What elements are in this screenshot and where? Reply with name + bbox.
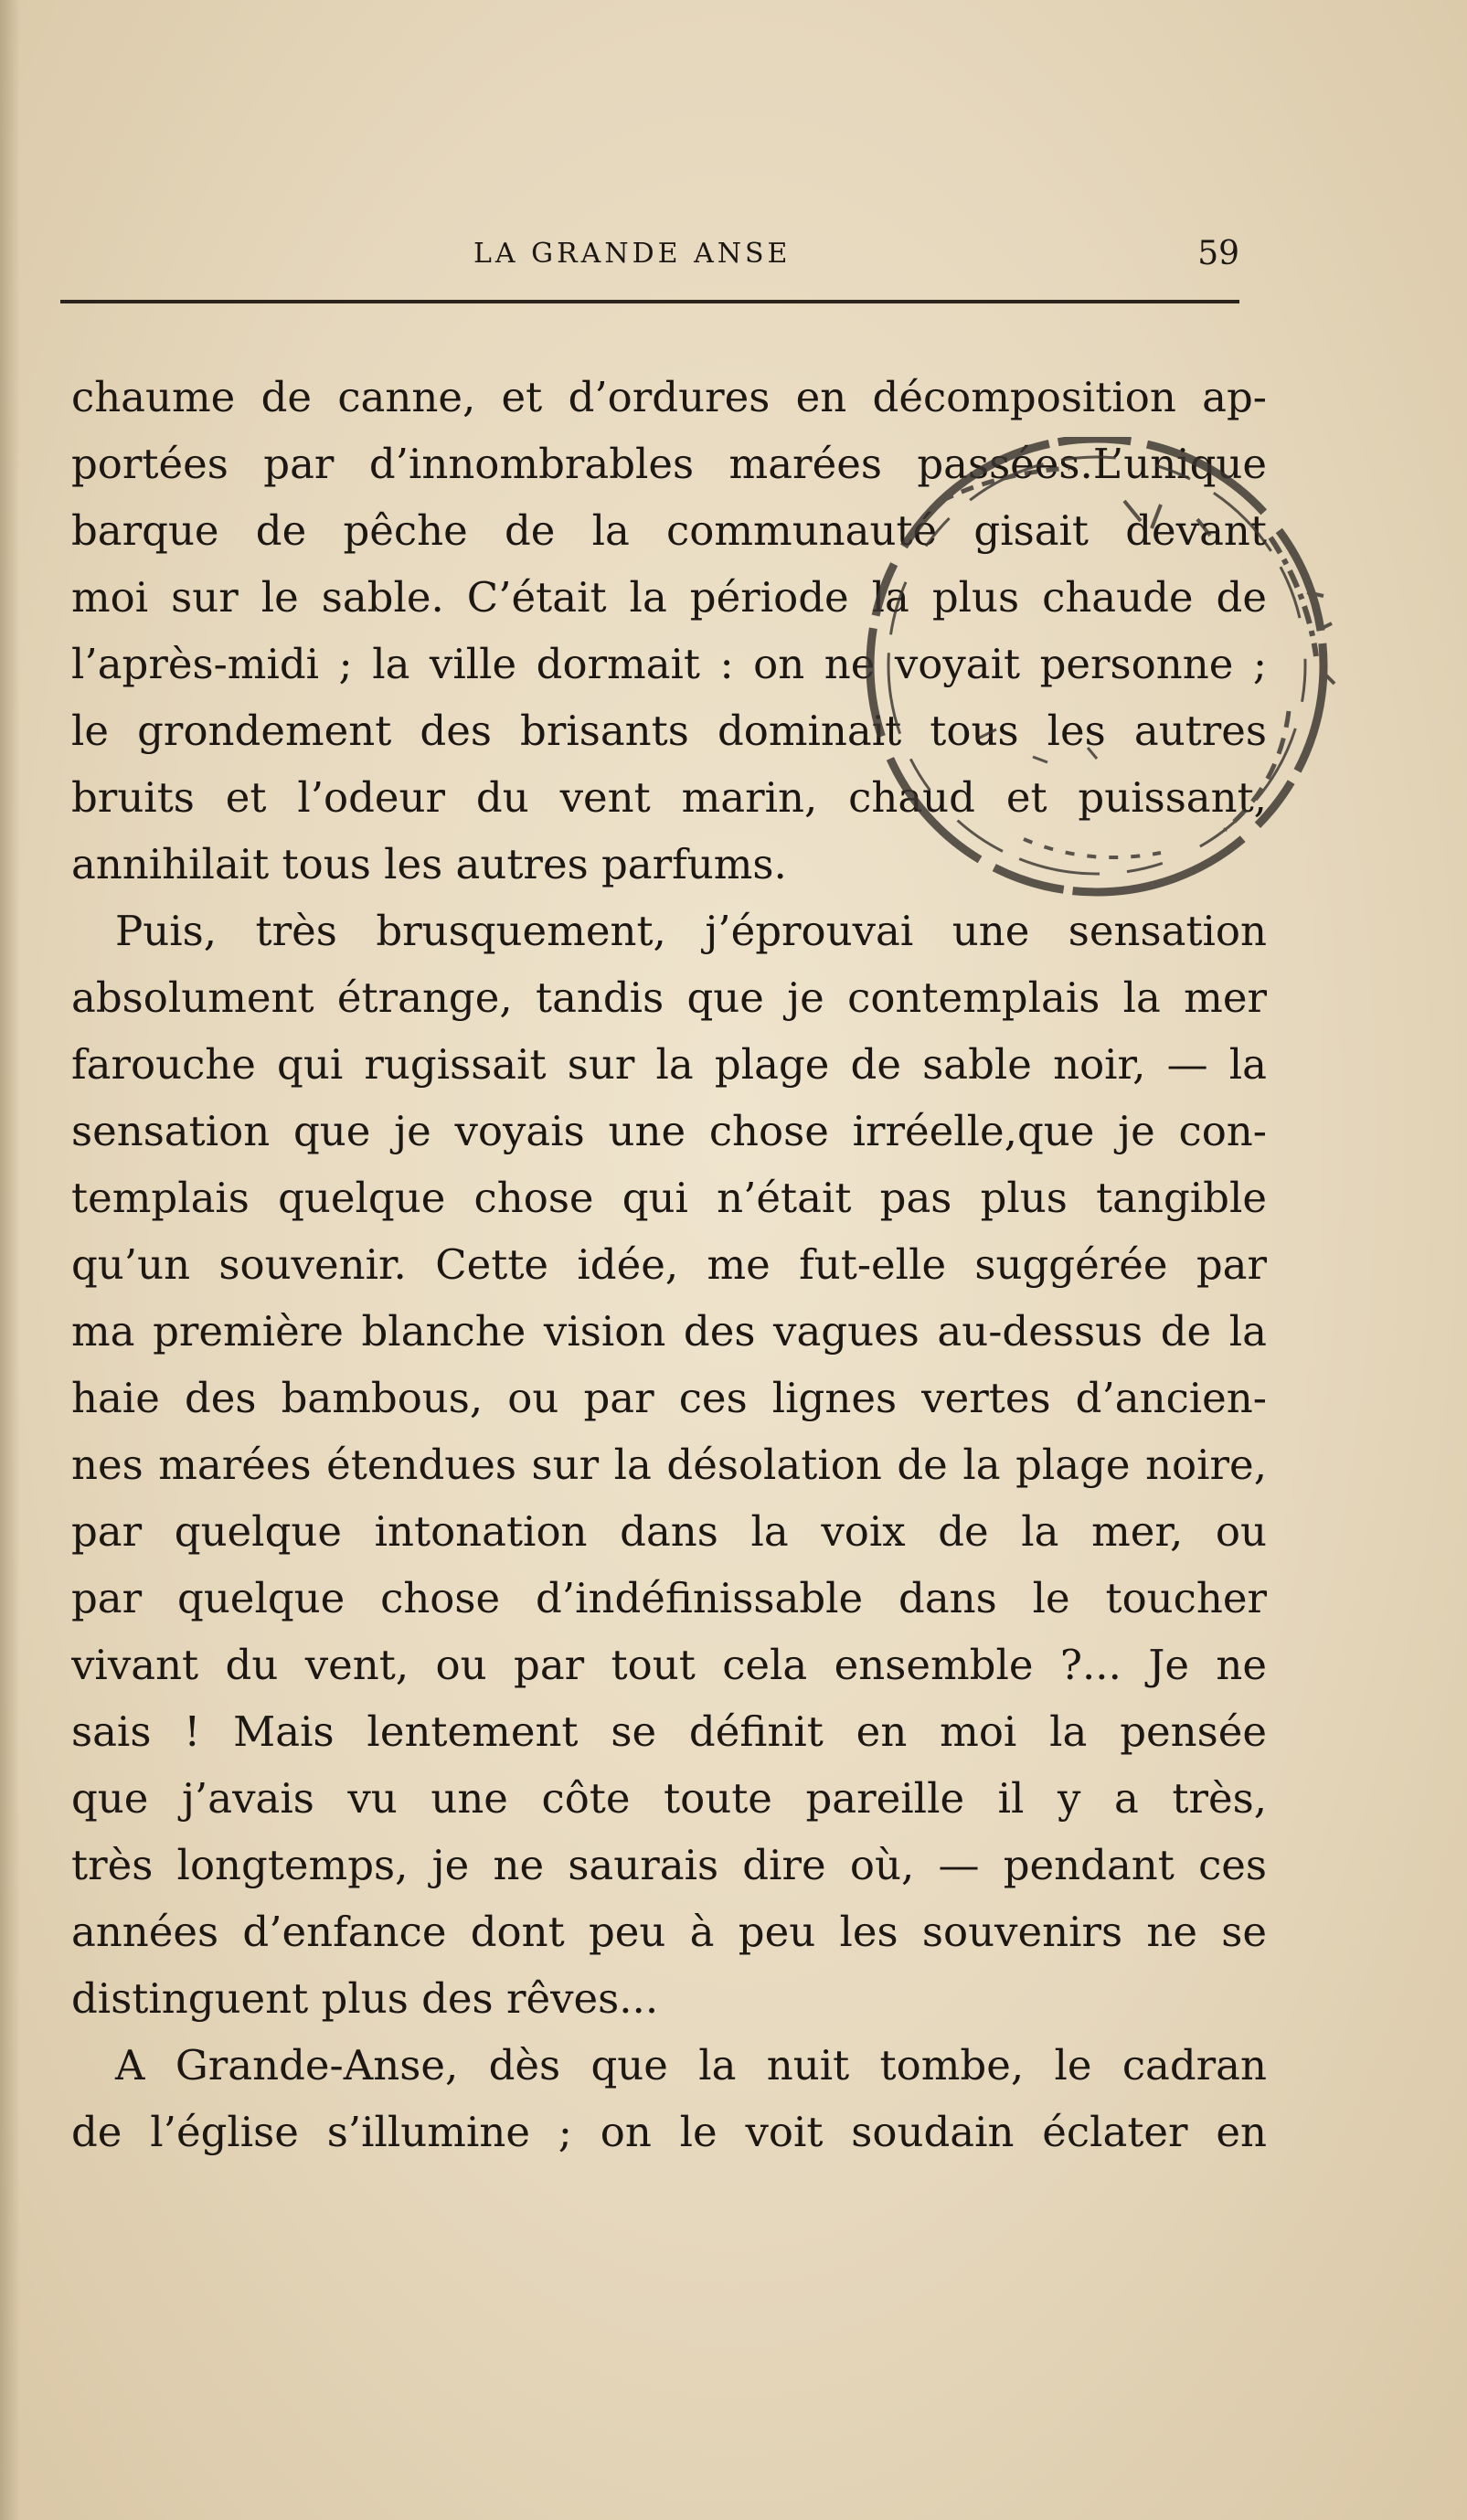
text-line: barque de pêche de la communauté gisait devant [71,506,1267,555]
running-head [60,236,1239,272]
text-line: farouche qui rugissait sur la plage de sable noir, — la [71,1040,1267,1089]
text-line: absolument étrange, tandis que je contemplais la mer [71,973,1267,1022]
text-line: sais ! Mais lentement se définit en moi la pensée [71,1707,1267,1756]
text-line: que j’avais vu une côte toute pareille il y a très, [71,1774,1267,1823]
running-title: LA GRANDE ANSE [473,238,792,270]
text-line: par quelque chose d’indéfinissable dans le toucher [71,1574,1267,1622]
text-line: très longtemps, je ne saurais dire où, — pendant ces [71,1841,1267,1889]
text-line: portées par d’innombrables marées passées.L’unique [71,440,1267,488]
page-number: 59 [1197,235,1239,272]
text-line: années d’enfance dont peu à peu les souvenirs ne se [71,1908,1267,1956]
text-line: haie des bambous, ou par ces lignes vertes d’ancien- [71,1374,1267,1422]
text-line: l’après-midi ; la ville dormait : on ne voyait personne ; [71,640,1267,688]
text-line: nes marées étendues sur la désolation de la plage noire, [71,1441,1267,1489]
text-line: distinguent plus des rêves... [71,1974,659,2023]
text-line: bruits et l’odeur du vent marin, chaud et puissant, [71,773,1267,822]
text-line: ma première blanche vision des vagues au-dessus de la [71,1307,1267,1356]
paragraph-start-line: A Grande-Anse, dès que la nuit tombe, le cadran [115,2041,1267,2089]
body-text [71,364,1267,2165]
text-line: par quelque intonation dans la voix de la mer, ou [71,1507,1267,1556]
text-line: templais quelque chose qui n’était pas plus tangible [71,1174,1267,1222]
text-line: chaume de canne, et d’ordures en décomposition ap- [71,373,1267,421]
text-line: de l’église s’illumine ; on le voit soudain éclater en [71,2108,1267,2156]
text-line: le grondement des brisants dominait tous les autres [71,707,1267,755]
header-rule [60,300,1239,303]
text-line: vivant du vent, ou par tout cela ensemble ?... Je ne [71,1641,1267,1689]
paragraph-start-line: Puis, très brusquement, j’éprouvai une sensation [115,907,1267,955]
spine-shadow [0,0,20,2520]
text-line: qu’un souvenir. Cette idée, me fut-elle suggérée par [71,1240,1267,1289]
text-line: moi sur le sable. C’était la période la plus chaude de [71,573,1267,622]
text-line: sensation que je voyais une chose irréelle,que je con- [71,1107,1267,1155]
text-line: annihilait tous les autres parfums. [71,840,787,888]
